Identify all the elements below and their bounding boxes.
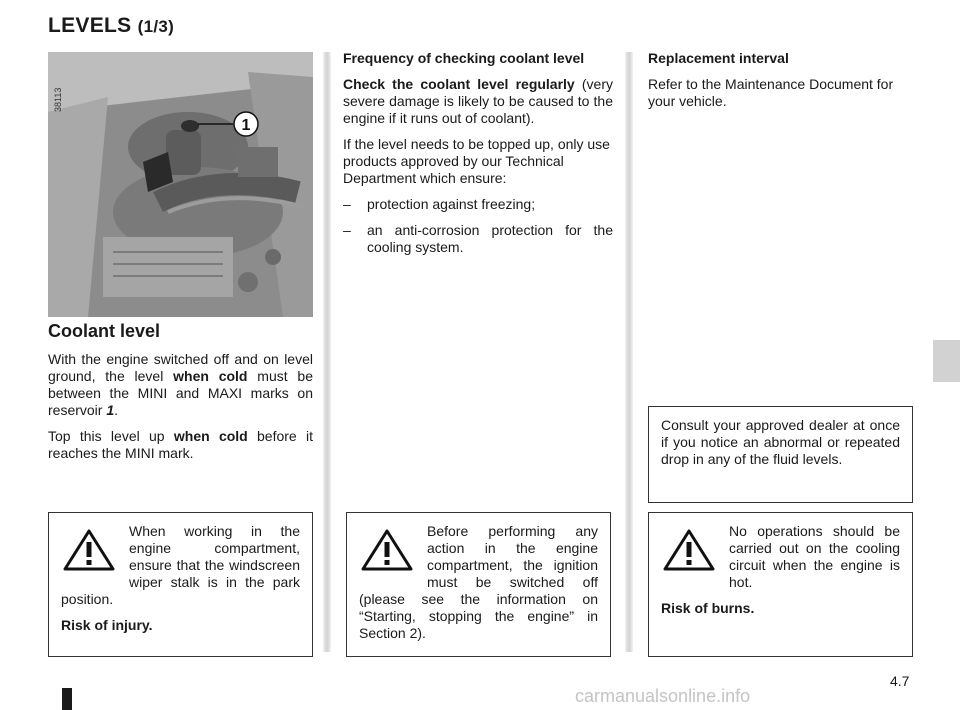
callout-number: 1 (241, 117, 251, 134)
warning-triangle-icon (361, 529, 413, 571)
coolant-level-section (48, 320, 313, 471)
coolant-level-heading: Coolant level (48, 321, 161, 341)
replacement-interval-heading: Replacement interval (648, 50, 789, 66)
column-separator (625, 52, 633, 652)
section-tab-marker (933, 340, 960, 382)
warning-box-hot-engine (648, 512, 913, 657)
text-emphasis: when cold (173, 428, 248, 444)
engine-bay-photo (48, 52, 313, 317)
warning-text: Before performing any action in the engine compartment, the ignition must be switched off (please see the information on “Starting, stopping the engine” in Section 2). (359, 523, 598, 641)
engine-bay-illustration (48, 52, 313, 317)
warning-risk: Risk of burns. (661, 600, 755, 616)
photo-reference-code: 38113 (53, 87, 63, 112)
list-dash: – (343, 196, 351, 212)
text-run: before it reaches the MINI mark. (48, 428, 313, 461)
text-run: Top this level up (48, 428, 174, 444)
page-title (48, 14, 174, 38)
warning-box-ignition (346, 512, 611, 657)
dealer-notice-text: Consult your approved dealer at once if you notice an abnormal or repeated drop in any of the fluid levels. (661, 417, 900, 467)
coolant-level-paragraph (48, 351, 313, 419)
checking-frequency-section (343, 50, 613, 265)
checking-frequency-heading: Frequency of checking coolant level (343, 50, 585, 66)
warning-text: No operations should be carried out on the cooling circuit when the engine is hot. (729, 523, 900, 590)
list-item-text: an anti-corrosion protection for the cooling system. (367, 222, 613, 255)
warning-triangle-icon (63, 529, 115, 571)
warning-triangle-icon (663, 529, 715, 571)
list-item (343, 196, 613, 213)
list-item (343, 222, 613, 256)
top-up-paragraph (48, 428, 313, 462)
text-emphasis: when cold (173, 368, 248, 384)
dealer-notice-box (648, 406, 913, 503)
page-number: 4.7 (890, 673, 910, 689)
warning-risk: Risk of injury. (61, 617, 153, 633)
text-emphasis: Check the coolant level regularly (343, 76, 575, 92)
page-edge-mark (62, 688, 72, 710)
topping-up-paragraph: If the level needs to be topped up, only use products approved by our Technical Department which ensure: (343, 136, 610, 186)
check-regularly-paragraph (343, 76, 613, 127)
column-separator (323, 52, 331, 652)
warning-text: When working in the engine compartment, ensure that the windscreen wiper stalk is in the park position. (61, 523, 300, 607)
text-run: With the engine switched off and on level ground, the level (48, 351, 313, 384)
replacement-interval-paragraph: Refer to the Maintenance Document for your vehicle. (648, 76, 894, 109)
reservoir-reference: 1 (106, 402, 115, 418)
list-dash: – (343, 222, 351, 238)
text-run: . (114, 402, 119, 418)
text-run: must be between the MINI and MAXI marks on reservoir (48, 368, 313, 418)
text-run: (very severe damage is likely to be caused to the engine if it runs out of coolant). (343, 76, 614, 126)
watermark-text: carmanualsonline.info (575, 686, 751, 706)
page-title-text: LEVELS (48, 14, 132, 37)
list-item-text: protection against freezing; (367, 196, 536, 212)
page-title-part: (1/3) (137, 17, 175, 36)
warning-box-wiper (48, 512, 313, 657)
replacement-interval-section (648, 50, 913, 119)
